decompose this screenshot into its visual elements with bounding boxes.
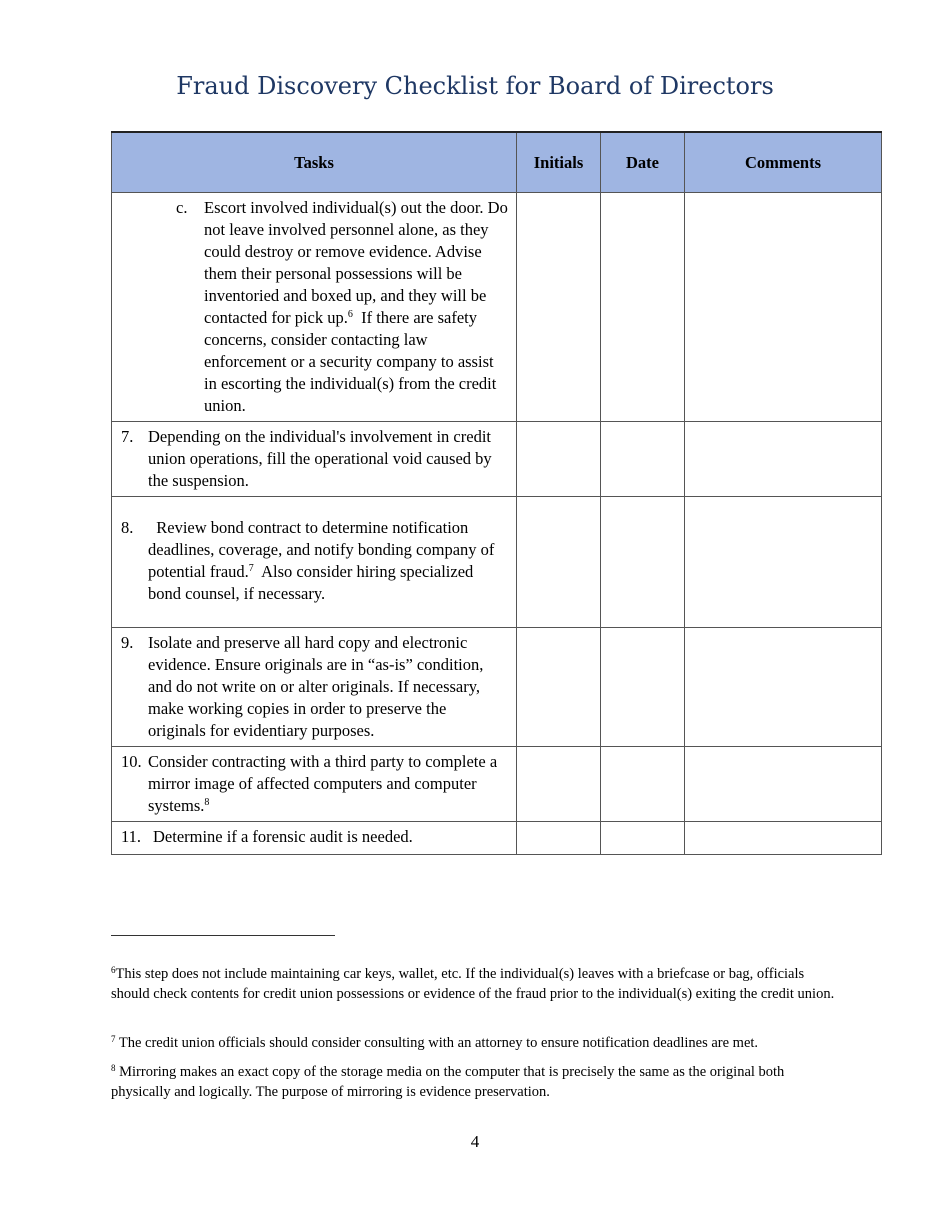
footnote-number: 7 bbox=[111, 1034, 116, 1044]
task-text: Review bond contract to determine notification deadlines, coverage, and notify bonding company of potential fraud. bbox=[148, 518, 495, 581]
date-cell[interactable] bbox=[601, 628, 685, 747]
footnote-divider bbox=[111, 935, 335, 936]
table-row bbox=[112, 497, 882, 628]
date-cell[interactable] bbox=[601, 193, 685, 422]
footnote-number: 6 bbox=[111, 965, 116, 975]
table-row bbox=[112, 747, 882, 822]
task-text: Isolate and preserve all hard copy and electronic evidence. Ensure originals are in “as-is” condition, and do not write on or alter originals. If necessary, make working copies in order to preserve the originals for evidentiary purposes. bbox=[148, 633, 484, 740]
initials-cell[interactable] bbox=[517, 822, 601, 855]
initials-cell[interactable] bbox=[517, 497, 601, 628]
initials-cell[interactable] bbox=[517, 193, 601, 422]
comments-cell[interactable] bbox=[685, 422, 882, 497]
header-comments: Comments bbox=[685, 132, 882, 193]
task-cell bbox=[112, 822, 517, 855]
task-marker: c. bbox=[176, 198, 188, 217]
date-cell[interactable] bbox=[601, 497, 685, 628]
task-text: Escort involved individual(s) out the door. Do not leave involved personnel alone, as they could destroy or remove evidence. Advise them their personal possessions will be inventoried and boxed up, and they will be contacted for pick up. bbox=[204, 198, 508, 327]
task-cell bbox=[112, 193, 517, 422]
task-cell bbox=[112, 628, 517, 747]
footnote-ref: 7 bbox=[248, 563, 254, 574]
task-number: 9. bbox=[121, 633, 134, 652]
checklist-table bbox=[111, 131, 882, 855]
header-date: Date bbox=[601, 132, 685, 193]
task-cell bbox=[112, 422, 517, 497]
footnote-number: 8 bbox=[111, 1063, 116, 1073]
header-initials: Initials bbox=[517, 132, 601, 193]
table-row bbox=[112, 422, 882, 497]
date-cell[interactable] bbox=[601, 822, 685, 855]
comments-cell[interactable] bbox=[685, 497, 882, 628]
task-text: Depending on the individual's involvement in credit union operations, fill the operational void caused by the suspension. bbox=[148, 427, 492, 490]
footnote-ref: 6 bbox=[347, 309, 353, 320]
task-text: Consider contracting with a third party to complete a mirror image of affected computers and computer systems. bbox=[148, 752, 498, 815]
initials-cell[interactable] bbox=[517, 747, 601, 822]
table-row bbox=[112, 628, 882, 747]
task-number: 11. bbox=[121, 827, 142, 846]
table-header-row bbox=[112, 132, 882, 193]
table-row bbox=[112, 193, 882, 422]
page-title: Fraud Discovery Checklist for Board of Directors bbox=[176, 72, 774, 100]
date-cell[interactable] bbox=[601, 422, 685, 497]
comments-cell[interactable] bbox=[685, 747, 882, 822]
task-number: 7. bbox=[121, 427, 134, 446]
task-text-continued: Also consider hiring specialized bond counsel, if necessary. bbox=[148, 562, 474, 603]
task-number: 10. bbox=[121, 752, 142, 771]
footnote-ref: 8 bbox=[204, 797, 210, 808]
header-tasks: Tasks bbox=[112, 132, 517, 193]
footnote bbox=[111, 1033, 841, 1053]
footnote-text: This step does not include maintaining car keys, wallet, etc. If the individual(s) leaves with a briefcase or bag, officials should check contents for credit union possessions or evidence of the fraud prior to the individual(s) exiting the credit union. bbox=[111, 966, 835, 1002]
task-number: 8. bbox=[121, 518, 134, 537]
footnote bbox=[111, 1062, 841, 1102]
task-text: Determine if a forensic audit is needed. bbox=[153, 827, 413, 846]
footnote-text: The credit union officials should consider consulting with an attorney to ensure notification deadlines are met. bbox=[118, 1035, 759, 1051]
footnote bbox=[111, 964, 841, 1004]
comments-cell[interactable] bbox=[685, 822, 882, 855]
task-cell bbox=[112, 747, 517, 822]
initials-cell[interactable] bbox=[517, 628, 601, 747]
date-cell[interactable] bbox=[601, 747, 685, 822]
initials-cell[interactable] bbox=[517, 422, 601, 497]
comments-cell[interactable] bbox=[685, 193, 882, 422]
task-cell bbox=[112, 497, 517, 628]
page-number: 4 bbox=[470, 1132, 480, 1151]
footnote-text: Mirroring makes an exact copy of the storage media on the computer that is precisely the same as the original both physically and logically. The purpose of mirroring is evidence preservation. bbox=[111, 1064, 785, 1100]
task-text-continued: If there are safety concerns, consider contacting law enforcement or a security company to assist in escorting the individual(s) from the credit union. bbox=[204, 308, 497, 415]
comments-cell[interactable] bbox=[685, 628, 882, 747]
table-row bbox=[112, 822, 882, 855]
